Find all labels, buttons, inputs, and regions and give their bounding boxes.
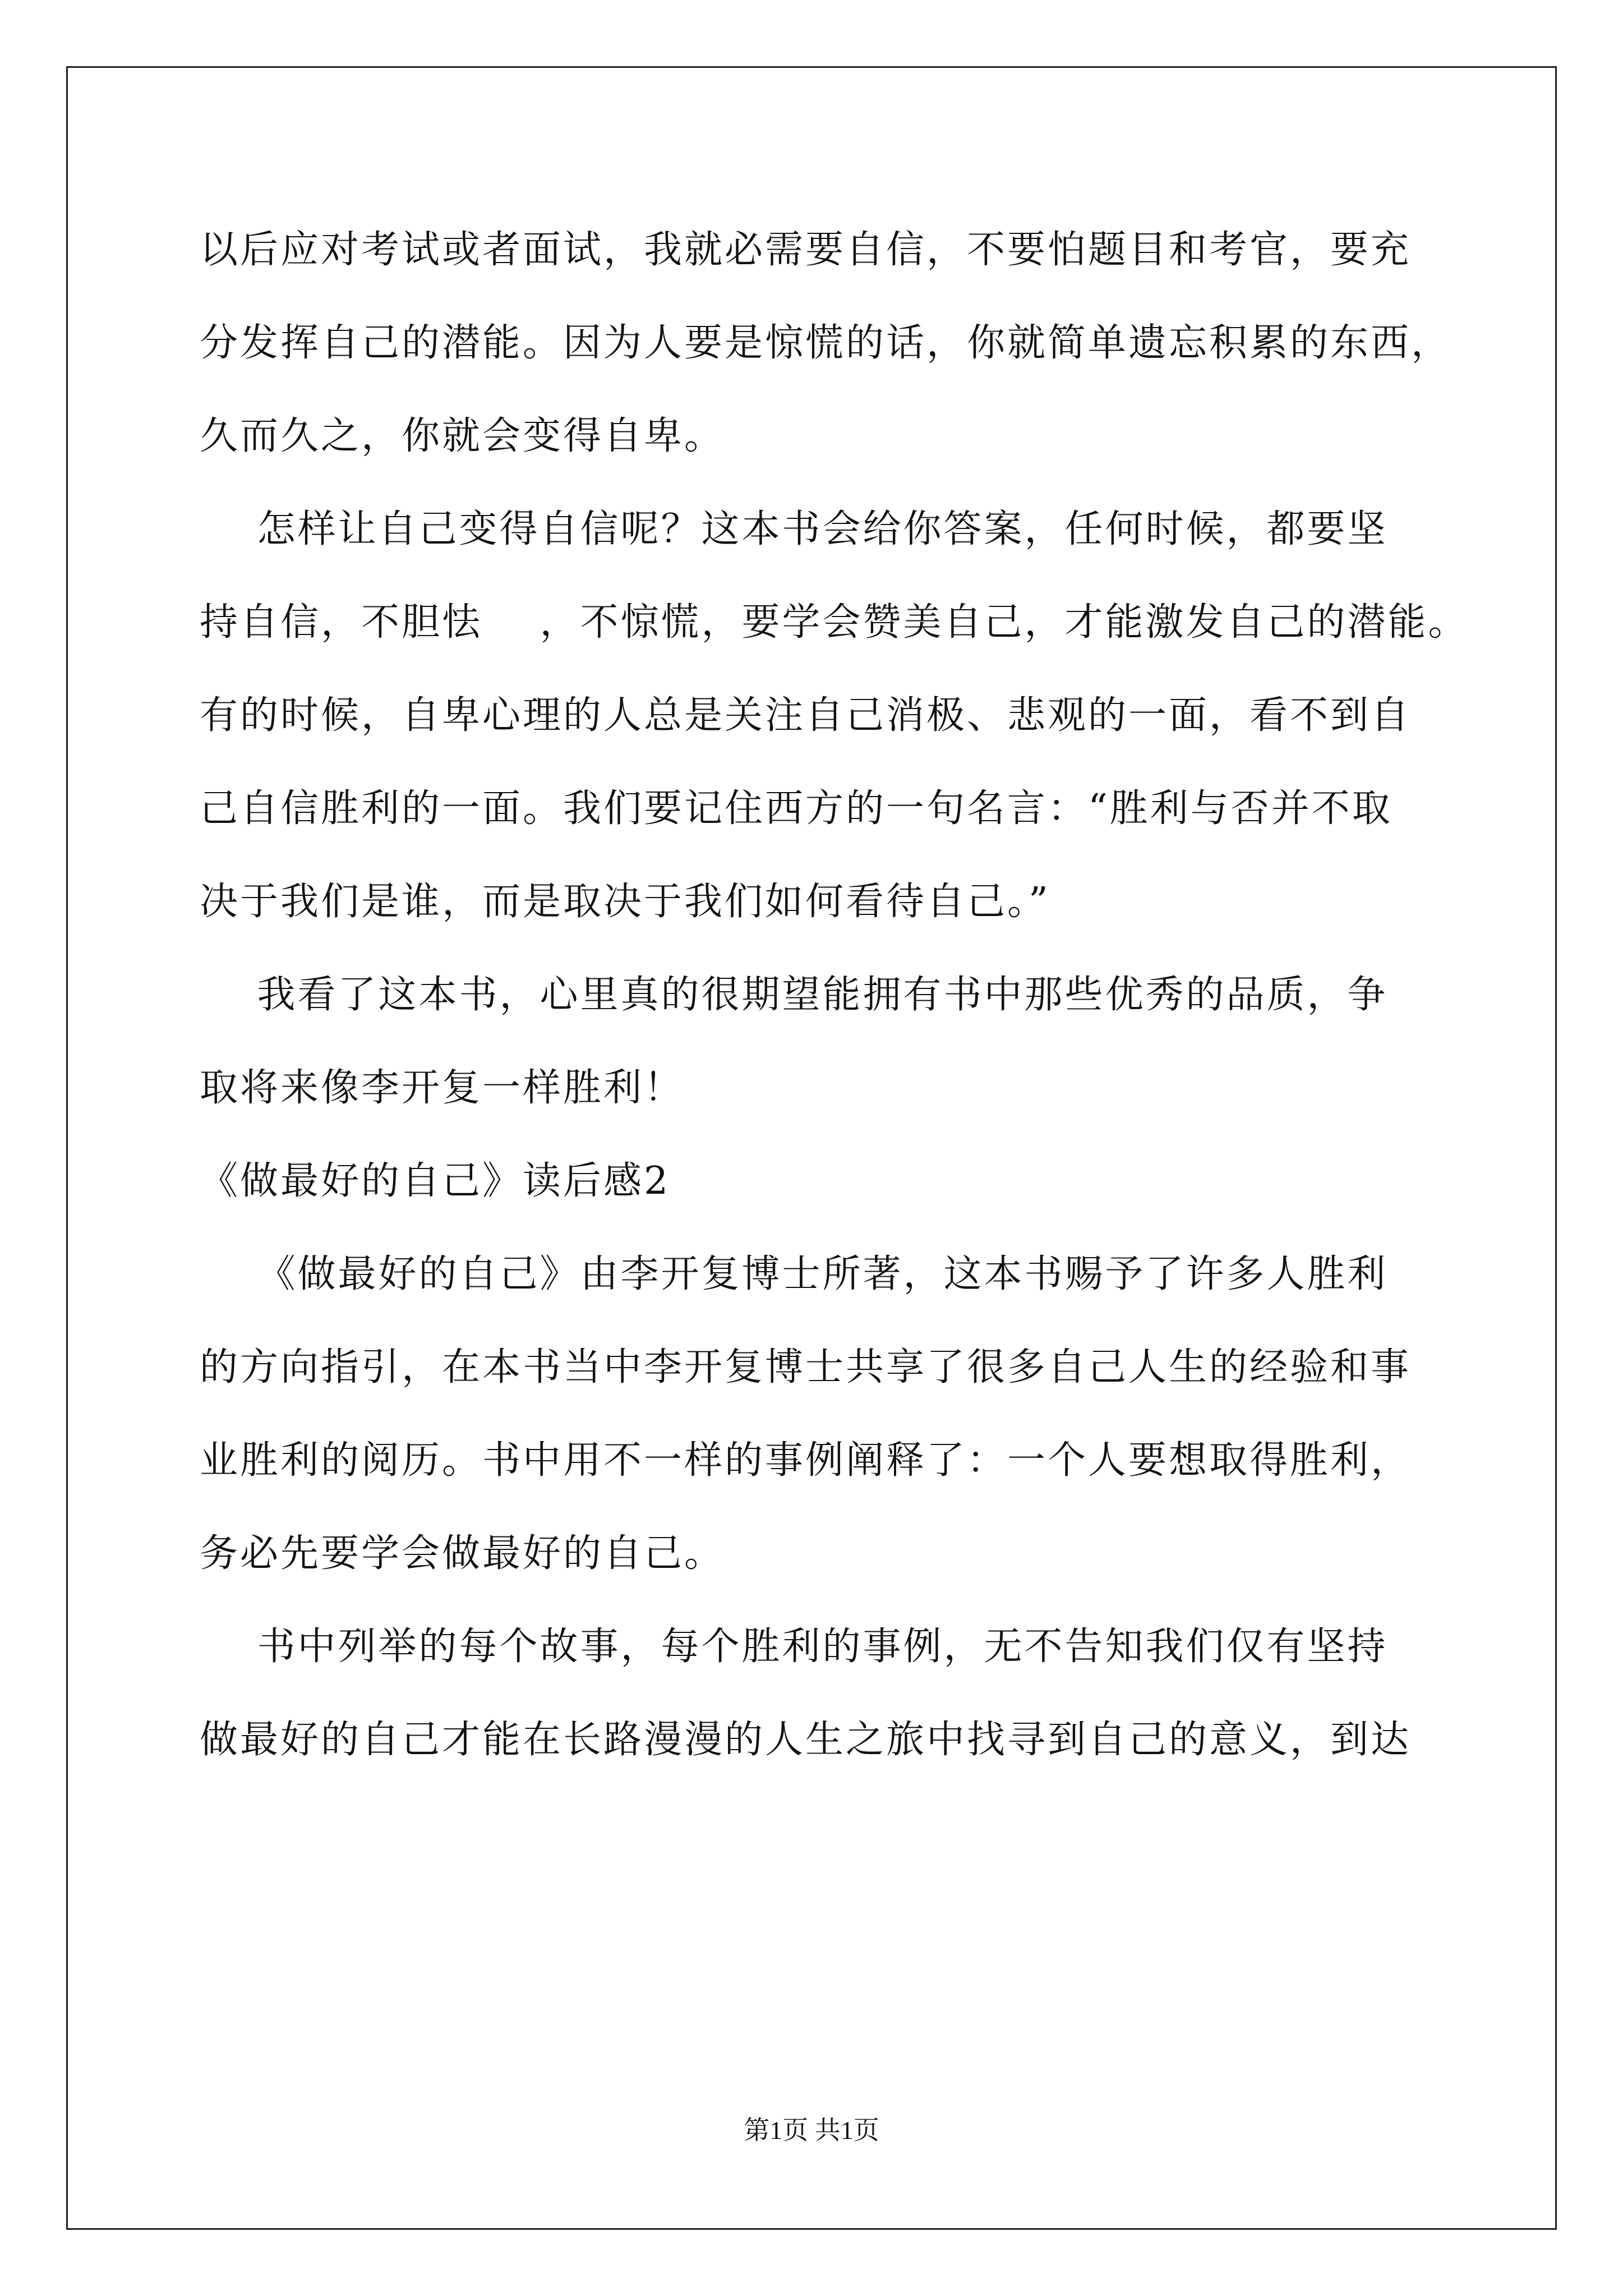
text-line: 我看了这本书，心里真的很期望能拥有书中那些优秀的品质，争	[200, 973, 1388, 1017]
page-footer: 第1页 共1页	[744, 2116, 879, 2145]
text-line: 务必先要学会做最好的自己。	[200, 1531, 725, 1576]
text-line: 以后应对考试或者面试，我就必需要自信，不要怕题目和考官，要充	[200, 228, 1412, 272]
text-line: 取将来像李开复一样胜利！	[200, 1066, 685, 1110]
text-line: 怎样让自己变得自信呢？这本书会给你答案，任何时候，都要坚	[200, 507, 1388, 551]
text-line: 决于我们是谁，而是取决于我们如何看待自己。”	[200, 880, 1050, 924]
text-line: 有的时候，自卑心理的人总是关注自己消极、悲观的一面，看不到自	[200, 693, 1412, 738]
text-line: 书中列举的每个故事，每个胜利的事例，无不告知我们仅有坚持	[200, 1625, 1388, 1669]
text-line: 业胜利的阅历。书中用不一样的事例阐释了：一个人要想取得胜利，	[200, 1438, 1412, 1483]
text-line: 分发挥自己的潜能。因为人要是惊慌的话，你就简单遗忘积累的东西，	[200, 321, 1452, 365]
text-line: 做最好的自己才能在长路漫漫的人生之旅中找寻到自己的意义，到达	[200, 1718, 1412, 1762]
text-line: 久而久之，你就会变得自卑。	[200, 414, 725, 458]
text-line: 《做最好的自己》由李开复博士所著，这本书赐予了许多人胜利	[200, 1252, 1388, 1296]
section-heading: 《做最好的自己》读后感2	[200, 1159, 671, 1203]
text-line: 的方向指引，在本书当中李开复博士共享了很多自己人生的经验和事	[200, 1345, 1412, 1389]
text-line: 持自信，不胆怯 ，不惊慌，要学会赞美自己，才能激发自己的潜能。	[200, 600, 1469, 645]
text-line: 己自信胜利的一面。我们要记住西方的一句名言：“胜利与否并不取	[200, 786, 1393, 831]
page-border	[66, 66, 1557, 2230]
